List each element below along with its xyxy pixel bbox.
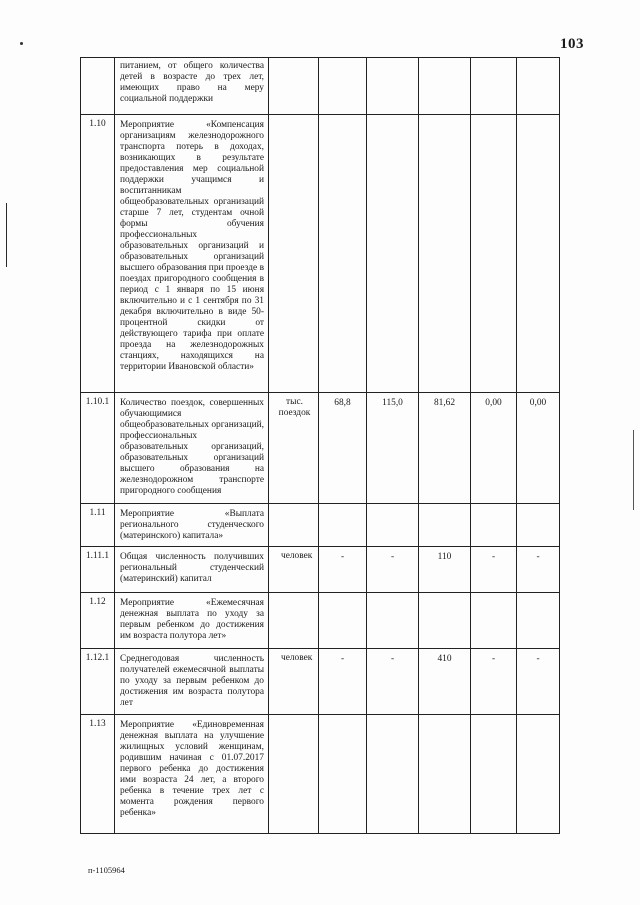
row-code: 1.11 (81, 504, 115, 547)
row-value-3 (419, 504, 471, 547)
row-value-3 (419, 593, 471, 649)
row-code: 1.13 (81, 715, 115, 834)
row-value-2 (367, 504, 419, 547)
row-code: 1.10 (81, 115, 115, 393)
row-value-4: - (471, 547, 517, 593)
scan-speck (20, 42, 23, 45)
row-unit: человек (269, 547, 319, 593)
row-code (81, 58, 115, 115)
row-value-4 (471, 593, 517, 649)
row-value-1: 68,8 (319, 393, 367, 504)
row-unit: человек (269, 649, 319, 715)
table-row (81, 593, 560, 649)
row-unit (269, 58, 319, 115)
row-value-2 (367, 593, 419, 649)
table-row (81, 115, 560, 393)
row-value-1 (319, 58, 367, 115)
row-unit (269, 715, 319, 834)
row-value-4 (471, 115, 517, 393)
row-code: 1.12.1 (81, 649, 115, 715)
row-value-5: - (517, 649, 560, 715)
table-row (81, 715, 560, 834)
row-value-3: 410 (419, 649, 471, 715)
table-row (81, 393, 560, 504)
row-description: Мероприятие «Единовременная денежная выплата на улучшение жилищных условий женщинам, родившим начиная с 01.07.2017 первого ребенка до достижения ими возраста 24 лет, а второго ребенка в течение трех лет с момента рождения первого ребенка» (115, 715, 269, 834)
row-value-2: - (367, 649, 419, 715)
scan-margin-line-right (633, 430, 634, 510)
row-description: Мероприятие «Компенсация организациям железнодорожного транспорта потерь в доходах, возникающих в результате предоставления мер социальной поддержки учащимся и воспитанникам общеобразовательных организаций старше 7 лет, студентам очной формы обучения профессиональных образовательных организаций и образовательных организаций высшего образования при проезде в поездах пригородного сообщения в период с 1 января по 15 июня включительно и с 1 сентября по 31 декабря включительно в виде 50-процентной скидки от действующего тарифа при оплате проезда на железнодорожных станциях, находящихся на территории Ивановской области» (115, 115, 269, 393)
row-value-2 (367, 58, 419, 115)
row-code: 1.12 (81, 593, 115, 649)
row-value-1 (319, 715, 367, 834)
row-value-3: 81,62 (419, 393, 471, 504)
row-value-1 (319, 593, 367, 649)
row-value-4: 0,00 (471, 393, 517, 504)
row-unit (269, 504, 319, 547)
row-value-1: - (319, 547, 367, 593)
row-value-5 (517, 115, 560, 393)
row-value-3 (419, 58, 471, 115)
row-value-3 (419, 115, 471, 393)
row-description: Мероприятие «Выплата регионального студенческого (материнского) капитала» (115, 504, 269, 547)
row-value-1 (319, 504, 367, 547)
row-description: Среднегодовая численность получателей ежемесячной выплаты по уходу за первым ребенком до достижения им возраста полутора лет (115, 649, 269, 715)
table-row (81, 504, 560, 547)
table-row (81, 649, 560, 715)
row-value-5: 0,00 (517, 393, 560, 504)
row-value-2 (367, 715, 419, 834)
row-value-2: - (367, 547, 419, 593)
row-value-1 (319, 115, 367, 393)
scan-margin-line-left (6, 203, 7, 267)
indicator-table (80, 57, 559, 834)
row-value-5 (517, 58, 560, 115)
row-description: питанием, от общего количества детей в возрасте до трех лет, имеющих право на меру социальной поддержки (115, 58, 269, 115)
row-value-4: - (471, 649, 517, 715)
row-value-5 (517, 715, 560, 834)
row-value-3 (419, 715, 471, 834)
document-code: п-1105964 (88, 865, 125, 875)
page-number: 103 (560, 36, 584, 52)
row-value-5 (517, 504, 560, 547)
row-unit (269, 593, 319, 649)
row-code: 1.11.1 (81, 547, 115, 593)
row-value-2: 115,0 (367, 393, 419, 504)
row-unit: тыс. поездок (269, 393, 319, 504)
row-value-1: - (319, 649, 367, 715)
row-value-3: 110 (419, 547, 471, 593)
row-value-4 (471, 58, 517, 115)
row-description: Количество поездок, совершенных обучающимися общеобразовательных организаций, профессиональных образовательных организаций, образовательных организаций высшего образования на железнодорожном транспорте пригородного сообщения (115, 393, 269, 504)
row-description: Общая численность получивших региональный студенческий (материнский) капитал (115, 547, 269, 593)
row-value-5 (517, 593, 560, 649)
row-value-4 (471, 504, 517, 547)
row-value-4 (471, 715, 517, 834)
row-value-5: - (517, 547, 560, 593)
table-row (81, 547, 560, 593)
row-code: 1.10.1 (81, 393, 115, 504)
table-row (81, 58, 560, 115)
row-unit (269, 115, 319, 393)
row-value-2 (367, 115, 419, 393)
row-description: Мероприятие «Ежемесячная денежная выплата по уходу за первым ребенком до достижения им возраста полутора лет» (115, 593, 269, 649)
